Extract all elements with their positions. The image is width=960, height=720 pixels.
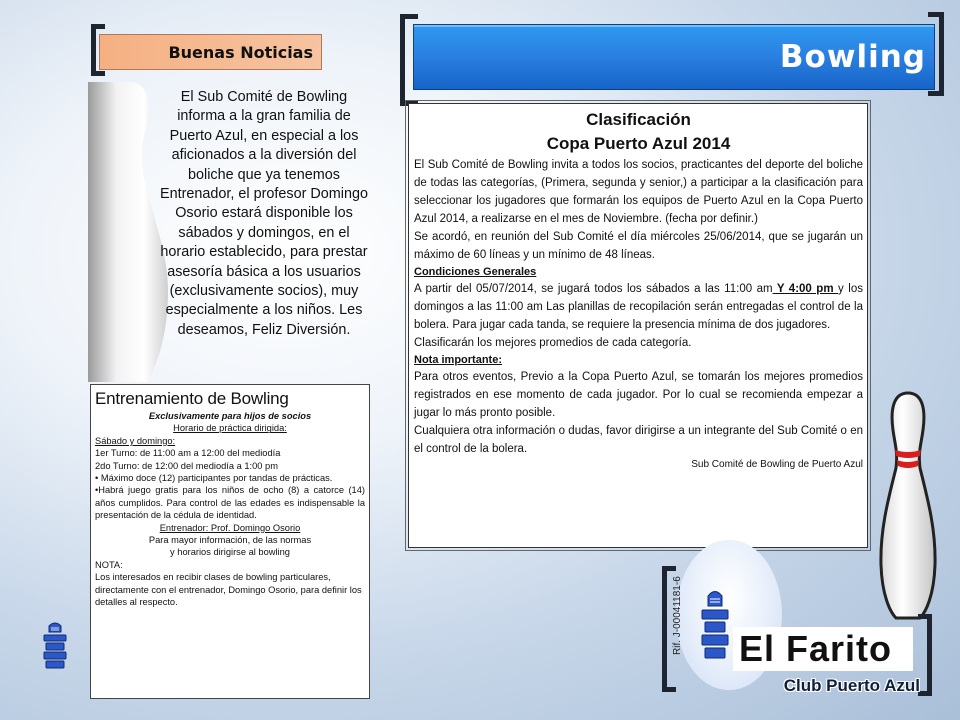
paragraph-other-events: Para otros eventos, Previo a la Copa Puerto Azul, se tomarán los mejores promedios registrados en ese momento de cada jugador. Por lo cual se recomienda empezar a jugar lo más pronto posible. xyxy=(414,371,863,419)
farito-lighthouse-icon-small xyxy=(40,620,70,672)
paragraph-agreement: Se acordó, en reunión del Sub Comité el día miércoles 25/06/2014, que se jugarán un máximo de 60 líneas y un mínimo de 48 líneas. xyxy=(414,231,863,261)
training-title: Entrenamiento de Bowling xyxy=(95,389,289,408)
note-text: Los interesados en recibir clases de bowling particulares, directamente con el entrenador, Domingo Osorio, para definir los detalles al respecto. xyxy=(95,572,362,608)
right-bracket-logo xyxy=(918,614,932,696)
signature: Sub Comité de Bowling de Puerto Azul xyxy=(691,459,863,470)
days-heading: Sábado y domingo: xyxy=(95,435,176,446)
news-tab-label: Buenas Noticias xyxy=(168,42,313,62)
section-title-bar xyxy=(413,24,935,90)
bullet-free-game: •Habrá juego gratis para los niños de ocho (8) a catorce (14) años cumplidos. Para control de las edades es indispensable la presentación de la cédula de identidad. xyxy=(95,485,365,521)
important-note-heading: Nota importante: xyxy=(414,354,502,366)
paragraph-contact: Cualquiera otra información o dudas, favor dirigirse a un integrante del Sub Comité o en el control de la bolera. xyxy=(414,425,863,455)
classification-title: Clasificación xyxy=(586,110,691,129)
schedule-heading: Horario de práctica dirigida: xyxy=(173,423,287,434)
schedule-part-c: y los domingos a las 11:00 am Las planillas de recopilación serán entregadas el control de la bolera. Para jugar cada tanda, se requiere la presencia mínima de dos jugadores. xyxy=(414,283,863,331)
news-tab xyxy=(99,34,322,70)
rif-number: Rif. J-00041181-6 xyxy=(672,576,683,656)
farito-lighthouse-icon xyxy=(698,586,732,666)
bowling-pin-image-right xyxy=(878,390,938,620)
training-subtitle: Exclusivamente para hijos de socios xyxy=(148,411,312,421)
main-content-box xyxy=(408,103,868,548)
schedule-part-a: A partir del 05/07/2014, se jugará todos los sábados a las 11:00 am xyxy=(414,283,773,295)
turn-1: 1er Turno: de 11:00 am a 12:00 del mediodía xyxy=(95,448,281,459)
intro-text: El Sub Comité de Bowling informa a la gran familia de Puerto Azul, en especial a los aficionados a la diversión del boliche que ya tenemos Entrenador, el profesor Domingo Osorio estará disponible los sábados y domingos, en el horario establecido, para prestar asesoría básica a los usuarios (exclusivamente socios), muy especialmente a los niños. Les deseamos, Feliz Diversión. xyxy=(160,89,368,338)
schedule-part-b: Y 4:00 pm xyxy=(772,283,839,295)
paragraph-best-averages: Clasificarán los mejores promedios de cada categoría. xyxy=(414,337,692,349)
bullet-max-participants: • Máximo doce (12) participantes por tandas de prácticas. xyxy=(95,473,333,484)
paragraph-invitation: El Sub Comité de Bowling invita a todos los socios, practicantes del deporte del boliche de todas las categorías, (Primera, segunda y senior,) a participar a la clasificación para seleccionar los jugadores que formarán los equipos de Puerto Azul en la Copa Puerto Azul 2014, a realizarse en el mes de Noviembre. (fecha por definir.) xyxy=(414,159,863,225)
logo-name: El Farito xyxy=(733,627,913,671)
general-conditions-heading: Condiciones Generales xyxy=(414,266,537,278)
club-name: Club Puerto Azul xyxy=(783,676,920,695)
section-title: Bowling xyxy=(779,39,926,75)
trainer-name: Entrenador: Prof. Domingo Osorio xyxy=(159,522,301,533)
note-label: NOTA: xyxy=(95,559,123,570)
turn-2: 2do Turno: de 12:00 del mediodía a 1:00 pm xyxy=(95,460,278,471)
info-line-2: y horarios dirigirse al bowling xyxy=(170,547,290,558)
paragraph-schedule xyxy=(414,280,863,334)
training-box xyxy=(90,384,370,699)
info-line-1: Para mayor información, de las normas xyxy=(148,535,312,546)
cup-title: Copa Puerto Azul 2014 xyxy=(546,134,731,153)
